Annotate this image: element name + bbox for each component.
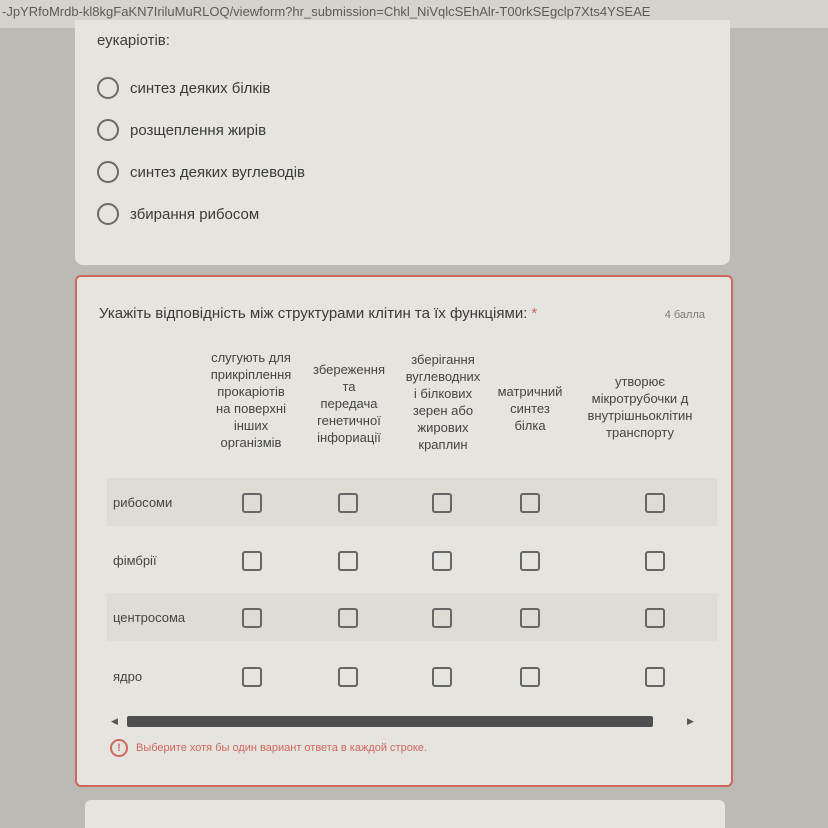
checkbox-r2-c5[interactable] [645, 551, 665, 571]
checkbox-r4-c1[interactable] [242, 667, 262, 687]
required-mark: * [531, 305, 538, 322]
checkbox-r2-c2[interactable] [338, 551, 358, 571]
option-1[interactable] [97, 77, 270, 99]
address-url: -JpYRfoMrdb-kl8kgFaKN7IriluMuRLOQ/viewform?hr_submission=Chkl_NiVqlcSEhAlr-T00rkSEgclp7Xts4YSEAE [2, 4, 651, 19]
checkbox-r4-c3[interactable] [432, 667, 452, 687]
checkbox-r2-c1[interactable] [242, 551, 262, 571]
row-label-fimbriae: фімбрії [113, 553, 157, 568]
checkbox-r4-c5[interactable] [645, 667, 665, 687]
row-label-ribosomes: рибосоми [113, 495, 173, 510]
option-label: збирання рибосом [130, 205, 260, 223]
option-3[interactable] [97, 161, 305, 183]
scrollbar-thumb[interactable] [127, 716, 653, 727]
question-card-1 [75, 20, 730, 265]
radio-icon[interactable] [97, 77, 119, 99]
question-1-tail: еукаріотів: [97, 32, 170, 49]
points-label: 4 балла [664, 309, 705, 321]
option-2[interactable] [97, 119, 266, 141]
row-label-nucleus: ядро [113, 669, 143, 684]
radio-icon[interactable] [97, 203, 119, 225]
question-title-text: Укажіть відповідність між структурами клітин та їх функціями: [99, 305, 528, 322]
checkbox-r2-c4[interactable] [520, 551, 540, 571]
option-label: розщеплення жирів [130, 121, 267, 139]
checkbox-r4-c2[interactable] [338, 667, 358, 687]
checkbox-r3-c1[interactable] [242, 608, 262, 628]
checkbox-r3-c5[interactable] [645, 608, 665, 628]
row-label-centrosome: центросома [113, 610, 186, 625]
column-header-3: зберігання вуглеводних і білкових зерен або жирових краплин [405, 352, 481, 452]
checkbox-r1-c2[interactable] [338, 493, 358, 513]
column-header-4: матричний синтез білка [497, 384, 563, 433]
error-icon: ! [110, 739, 128, 757]
checkbox-r4-c4[interactable] [520, 667, 540, 687]
option-4[interactable] [97, 203, 259, 225]
question-card-2 [75, 275, 733, 787]
radio-icon[interactable] [97, 119, 119, 141]
option-label: синтез деяких білків [130, 79, 271, 97]
option-label: синтез деяких вуглеводів [130, 163, 305, 181]
scroll-right-arrow-icon[interactable]: ▶ [687, 716, 694, 726]
checkbox-r3-c4[interactable] [520, 608, 540, 628]
checkbox-r1-c1[interactable] [242, 493, 262, 513]
validation-error [110, 739, 427, 757]
checkbox-r3-c2[interactable] [338, 608, 358, 628]
checkbox-r1-c3[interactable] [432, 493, 452, 513]
column-header-1: слугують для прикріплення прокаріотів на поверхні інших організмів [210, 350, 292, 450]
checkbox-r3-c3[interactable] [432, 608, 452, 628]
column-header-2: збереження та передача генетичної інфориації [313, 362, 385, 445]
column-header-5: утворює мікротрубочки д внутрішньоклітин транспорту [587, 374, 693, 440]
question-card-3 [85, 800, 725, 828]
checkbox-r1-c5[interactable] [645, 493, 665, 513]
checkbox-r2-c3[interactable] [432, 551, 452, 571]
question-title [99, 305, 537, 322]
error-text: Выберите хотя бы один вариант ответа в каждой строке. [136, 742, 427, 754]
grid-row-band [107, 478, 717, 526]
radio-icon[interactable] [97, 161, 119, 183]
checkbox-r1-c4[interactable] [520, 493, 540, 513]
grid-row-band [107, 593, 717, 641]
scroll-left-arrow-icon[interactable]: ◀ [111, 716, 118, 726]
